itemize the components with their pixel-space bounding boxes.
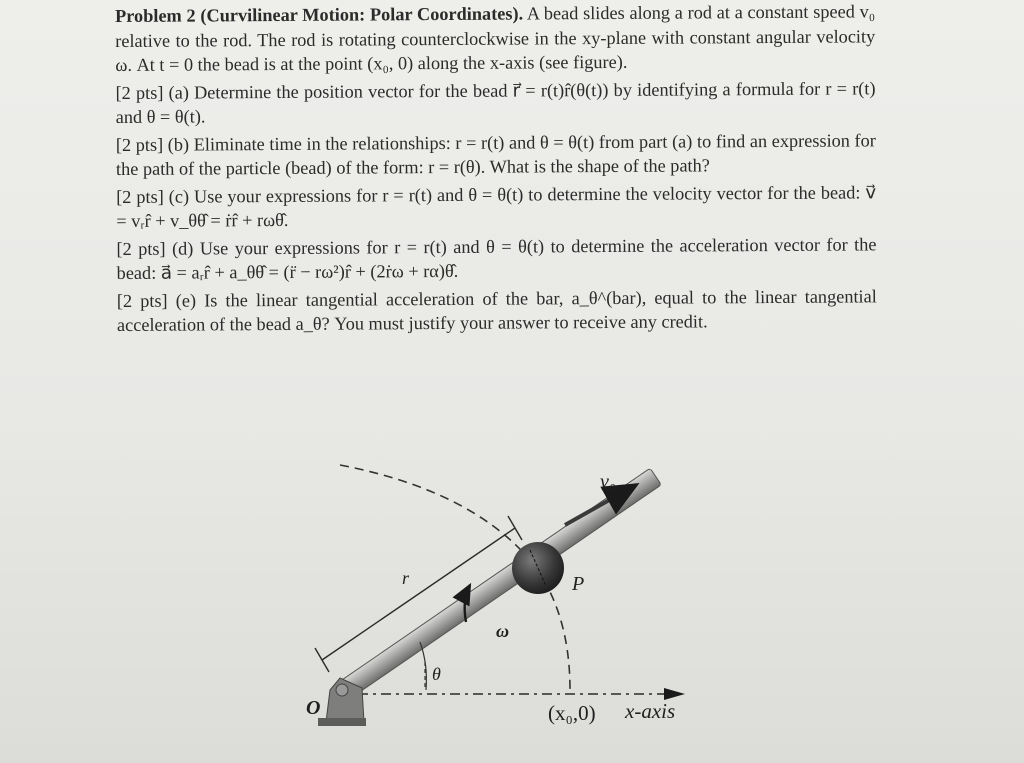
r-dimension-tick-start <box>315 648 329 672</box>
r-dimension-tick-end <box>508 516 522 540</box>
label-theta: θ <box>432 664 441 684</box>
part-c: [2 pts] (c) Use your expressions for r = r(t) and θ = θ(t) to determine the velocity vector for the bead: v⃗ = vᵣr̂ + v_θθ̂ = ṙr̂ + rωθ̂. <box>116 181 877 231</box>
part-a: [2 pts] (a) Determine the position vector for the bead r⃗ = r(t)r̂(θ(t)) by identifying a formula for r = r(t) and θ = θ(t). <box>115 77 876 127</box>
part-b: [2 pts] (b) Eliminate time in the relationships: r = r(t) and θ = θ(t) from part (a) to find an expression for the path of the particle (bead) of the form: r = r(θ). What is the shape of the path? <box>115 129 876 179</box>
rod <box>333 468 662 703</box>
label-origin: O <box>306 697 321 719</box>
label-omega: ω <box>496 621 510 641</box>
intro-text: A bead slides along a rod at a constant speed v₀ relative to the rod. The rod is rotating counterclockwise in the xy-plane with constant angular velocity ω. At t = 0 the bead is at the point (x₀, 0) along the x-axis (see figure). <box>115 1 876 75</box>
bead <box>512 542 564 594</box>
label-axis: x-axis <box>625 699 676 723</box>
label-v0: v₀ <box>600 471 616 493</box>
part-e: [2 pts] (e) Is the linear tangential acceleration of the bar, a_θ^(bar), equal to the linear tangential acceleration of the bead a_θ? You must justify your answer to receive any credit. <box>116 285 877 335</box>
label-r: r <box>402 568 410 588</box>
label-point: (x₀,0) <box>548 701 596 725</box>
part-d: [2 pts] (d) Use your expressions for r = r(t) and θ = θ(t) to determine the acceleration vector for the bead: a⃗ = aᵣr̂ + a_θθ̂ = (r̈ − rω²)r̂ + (2ṙω + rα)θ̂. <box>116 233 877 283</box>
problem-heading: Problem 2 (Curvilinear Motion: Polar Coordinates). <box>115 3 524 26</box>
label-p: P <box>572 573 585 595</box>
